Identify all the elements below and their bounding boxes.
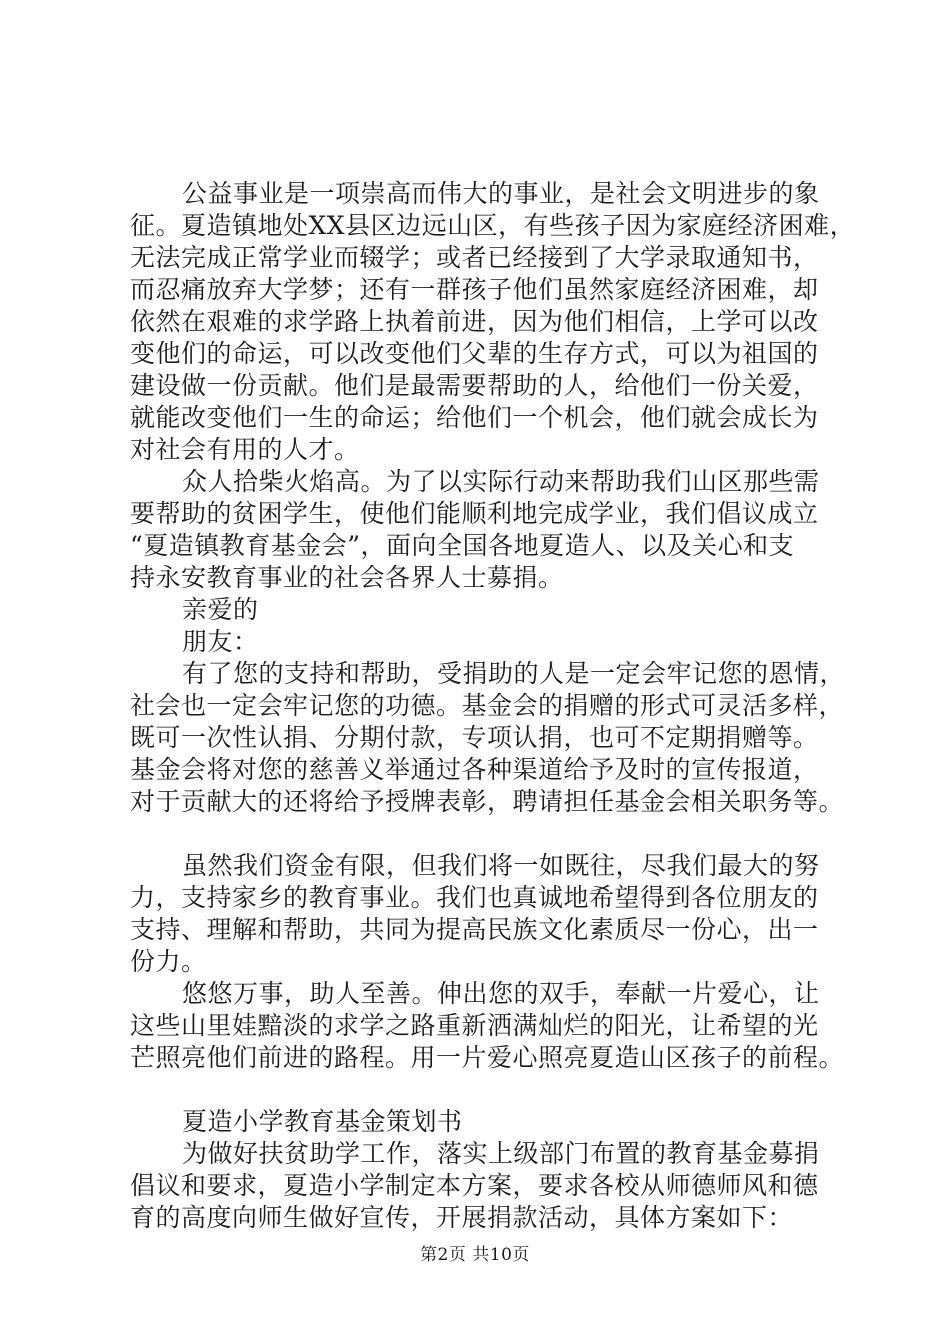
text-line: 基金会将对您的慈善义举通过各种渠道给予及时的宣传报道，: [130, 755, 819, 784]
document-body: [130, 178, 860, 1234]
paragraph: [130, 658, 860, 818]
text-line: 亲爱的: [182, 595, 259, 624]
paragraph-gap: [130, 1074, 860, 1106]
text-line: 这些山里娃黯淡的求学之路重新洒满灿烂的阳光，让希望的光: [130, 1011, 819, 1040]
text-line: 既可一次性认捐、分期付款，专项认捐，也可不定期捐赠等。: [130, 723, 819, 752]
text-line: 要帮助的贫困学生，使他们能顺利地完成学业，我们倡议成立: [130, 499, 819, 528]
paragraph-gap: [130, 818, 860, 850]
text-line: 为做好扶贫助学工作，落实上级部门布置的教育基金募捐: [182, 1139, 820, 1168]
paragraph: [130, 1138, 860, 1234]
page-footer: 第2页 共10页: [420, 1245, 530, 1265]
text-line: 公益事业是一项崇高而伟大的事业，是社会文明进步的象: [182, 179, 820, 208]
text-line: 育的高度向师生做好宣传，开展捐款活动，具体方案如下：: [130, 1203, 794, 1232]
text-line: 份力。: [130, 947, 207, 976]
text-line: “夏造镇教育基金会”，面向全国各地夏造人、以及关心和支: [130, 531, 795, 560]
text-line: 征。夏造镇地处XX县区边远山区，有些孩子因为家庭经济困难，: [130, 211, 856, 240]
text-line: 悠悠万事，助人至善。伸出您的双手，奉献一片爱心，让: [182, 979, 820, 1008]
paragraph: [130, 978, 860, 1074]
text-line: 对于贡献大的还将给予授牌表彰，聘请担任基金会相关职务等。: [130, 787, 845, 816]
paragraph: [130, 178, 860, 466]
text-line: 建设做一份贡献。他们是最需要帮助的人，给他们一份关爱，: [130, 371, 819, 400]
text-line: 持永安教育事业的社会各界人士募捐。: [130, 563, 564, 592]
paragraph: [130, 466, 860, 594]
text-line: 无法完成正常学业而辍学；或者已经接到了大学录取通知书，: [130, 243, 819, 272]
text-line: 有了您的支持和帮助，受捐助的人是一定会牢记您的恩情，: [182, 659, 846, 688]
paragraph: [130, 1106, 860, 1138]
text-line: 众人拾柴火焰高。为了以实际行动来帮助我们山区那些需: [182, 467, 820, 496]
text-line: 而忍痛放弃大学梦；还有一群孩子他们虽然家庭经济困难，却: [130, 275, 819, 304]
text-line: 就能改变他们一生的命运；给他们一个机会，他们就会成长为: [130, 403, 819, 432]
text-line: 依然在艰难的求学路上执着前进，因为他们相信，上学可以改: [130, 307, 819, 336]
text-line: 变他们的命运，可以改变他们父辈的生存方式，可以为祖国的: [130, 339, 819, 368]
text-line: 力，支持家乡的教育事业。我们也真诚地希望得到各位朋友的: [130, 883, 819, 912]
text-line: 倡议和要求，夏造小学制定本方案，要求各校从师德师风和德: [130, 1171, 819, 1200]
text-line: 对社会有用的人才。: [130, 435, 360, 464]
text-line: 朋友：: [182, 627, 259, 656]
paragraph: [130, 626, 860, 658]
text-line: 支持、理解和帮助，共同为提高民族文化素质尽一份心，出一: [130, 915, 819, 944]
text-line: 虽然我们资金有限，但我们将一如既往，尽我们最大的努: [182, 851, 820, 880]
text-line: 芒照亮他们前进的路程。用一片爱心照亮夏造山区孩子的前程。: [130, 1043, 845, 1072]
text-line: 夏造小学教育基金策划书: [182, 1107, 463, 1136]
paragraph: [130, 850, 860, 978]
text-line: 社会也一定会牢记您的功德。基金会的捐赠的形式可灵活多样，: [130, 691, 845, 720]
paragraph: [130, 594, 860, 626]
